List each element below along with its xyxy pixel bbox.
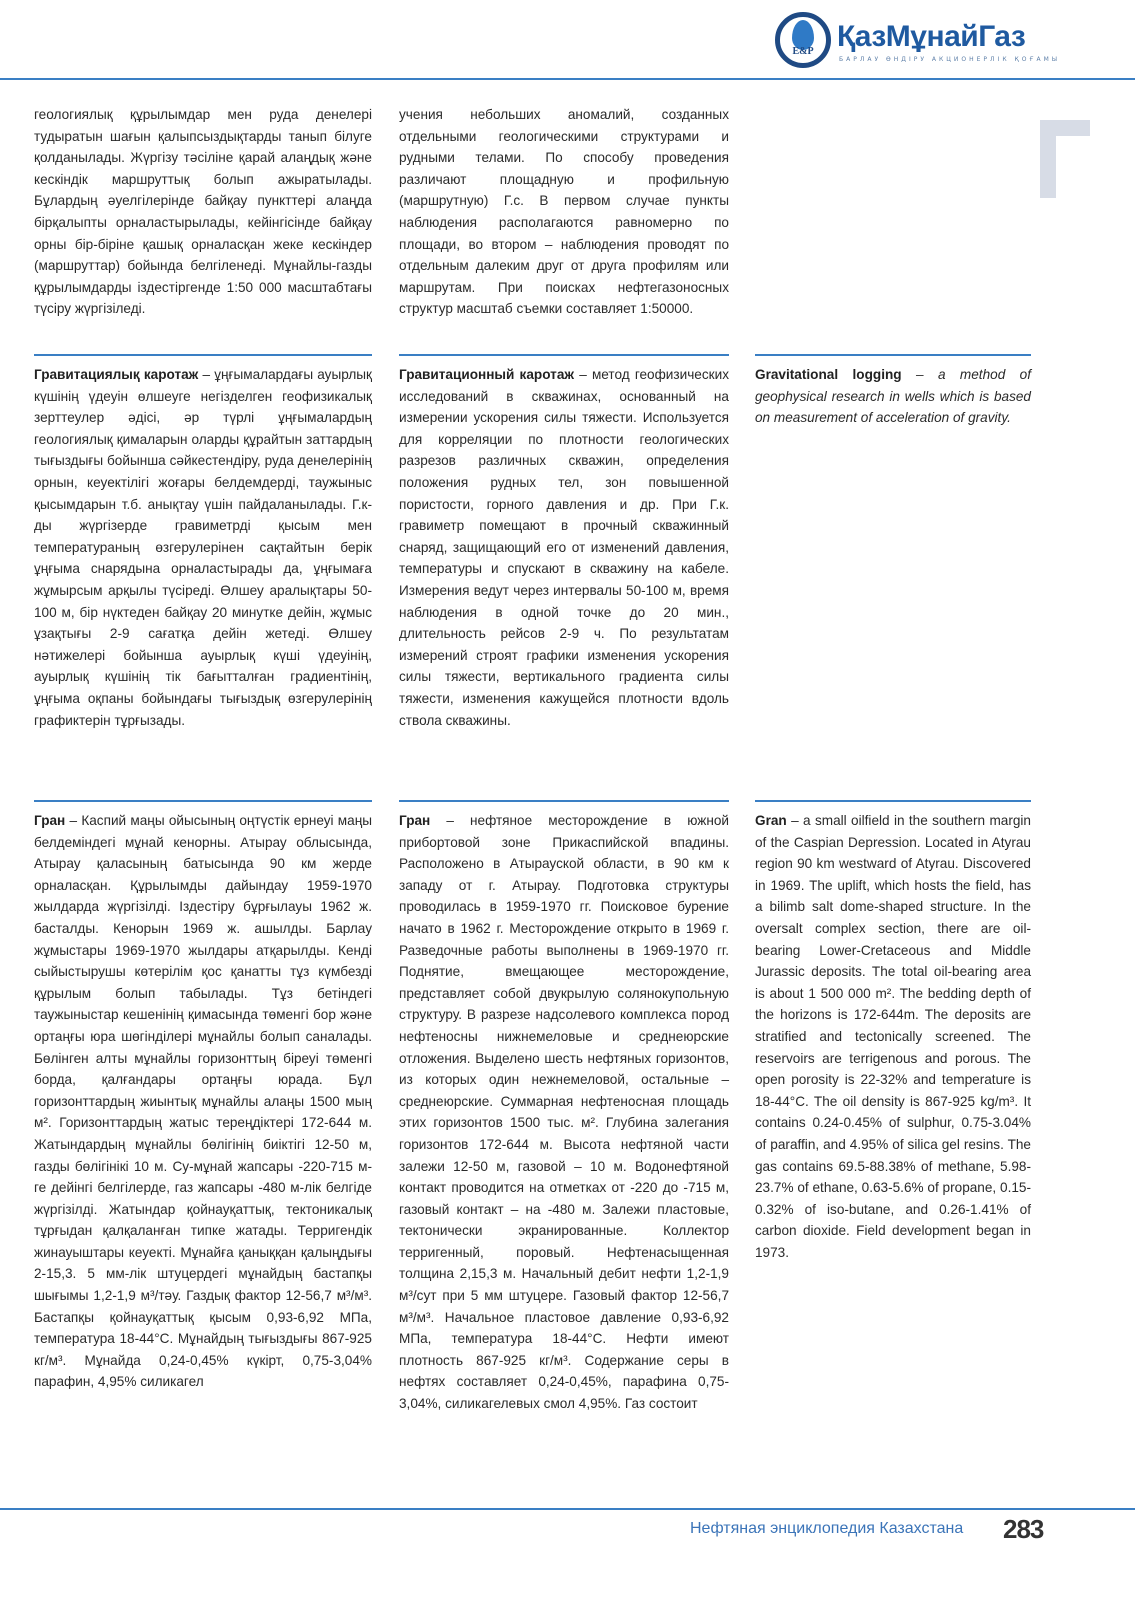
term-en: Gravitational logging xyxy=(755,367,902,382)
section-letter-mark xyxy=(1040,120,1090,198)
footer-rule xyxy=(0,1508,1135,1510)
logo-badge: E&P xyxy=(792,46,814,57)
definition-en: – a small oilfield in the southern margin of the Caspian Depression. Located in Atyrau region 90 km westward of Atyrau. Discovered in 1969. The uplift, which hosts the field, has a bilimb salt dome-shaped structure. In the oversalt complex section, there are oil-bearing Lower-Cretaceous and Middle Jurassic deposits. The total oil-bearing area is about 1 500 000 m². The bedding depth of the horizons is 172-644m. The deposits are stratified and tectonically screened. The reservoirs are terrigenous and porous. The open porosity is 22-32% and temperature is 18-44°C. The oil density is 867-925 kg/m³. It contains 0.24-0.45% of sulphur, 0.75-3.04% of paraffin, and 4.95% of silica gel resins. The gas contains 69.5-88.38% of methane, 5.98-23.7% of ethane, 0.63-5.6% of propane, 0.15-0.32% of iso-butane, and 0.26-1.41% of carbon dioxide. Field development began in 1973. xyxy=(755,813,1031,1260)
logo-name: ҚазМұнайГаз xyxy=(837,20,1026,53)
definition-kk: – ұңғымалардағы ауырлық күшінің үдеуін өлшеуге негізделген геофизикалық зерттеулер әдісі, әр түрлі ұңғымалардың геологиялық қималарын оларды құрайтын заттардың тығыздығы бойынша сәйкестендіру, руда денелерінің орнын, кеуектілігі жоғары белдемдерді, таужыныс қысымдарын т.б. анықтау үшін пайдаланылады. Г.к-ды жүргізерде гравиметрді қысым мен температураның өзгерулерінен сақтайтын берік ұңғыма снарядына орналастырады да, ұңғымаға жұмырсым арқылы түсіреді. Өлшеу аралықтары 50-100 м, бір нүктеден байқау 20 минутке дейін, жұмыс ұзақтығы 2-9 сағатқа дейін жетеді. Өлшеу нәтижелері бойынша ауырлық күші үдеуінің, ауырлық күшінің тік бағытталған градиентінің, ұңғыма оқпаны бойындағы тығыздық өзгерулерінің графиктерін тұрғызады. xyxy=(34,367,372,728)
term-ru: Гравитационный каротаж xyxy=(399,367,575,382)
separator-en-1 xyxy=(755,354,1031,356)
term-en: Gran xyxy=(755,813,787,828)
footer-title: Нефтяная энциклопедия Казахстана xyxy=(690,1520,964,1537)
entry-gran-ru xyxy=(399,810,729,1415)
entry-gravity-logging-kk xyxy=(34,364,372,731)
company-logo xyxy=(775,12,1075,72)
section-letter-bar-left xyxy=(1040,120,1056,198)
top-text-kk: геологиялық құрылымдар мен руда денелері тудыратын шағын қалыпсыздықтарды танып білуге қолданылады. Жүргізу тәсіліне қарай алаңдық және кескіндік маршруттық болып ажыратылады. Бұлардың әуелгілерінде байқау пункттері алаңда бірқалыпты орналастырылады, кейінгісінде байқау орны бір-біріне қашық орналасқан жеке кескіндер (маршруттар) бойында белгіленеді. Мұнайлы-газды құрылымдарды іздестіргенде 1:50 000 масштабтағы түсіру жүргізіледі. xyxy=(34,107,372,317)
separator-kk-2 xyxy=(34,800,372,802)
entry-gravity-logging-ru xyxy=(399,364,729,731)
separator-ru-1 xyxy=(399,354,729,356)
separator-ru-2 xyxy=(399,800,729,802)
term-ru: Гран xyxy=(399,813,431,828)
separator-en-2 xyxy=(755,800,1031,802)
entry-gravity-logging-en xyxy=(755,364,1031,429)
logo-subtitle: БАРЛАУ ӨНДІРУ АКЦИОНЕРЛІК ҚОҒАМЫ xyxy=(839,56,1061,63)
separator-kk-1 xyxy=(34,354,372,356)
definition-kk: – Каспий маңы ойысының оңтүстік ернеуі маңы белдеміндегі мұнай кенорны. Атырау облысында, Атырау қаласының батысында 90 км жерде орналасқан. Құрылымды дайындау 1959-1970 жылдарда жүргізілді. Іздестіру бұрғылауы 1962 ж. басталды. Кенорын 1969 ж. ашылды. Барлау жұмыстары 1969-1970 жылдары атқарылды. Кенді сыйыстырушы көтерілім қос қанатты тұз күмбезді құрылым болып табылады. Тұз бетіндегі таужыныстар кешенінің қимасында төменгі бор және ортаңғы юра шөгінділері мұнайлы болып саналады. Бөлінген алты мұнайлы горизонттың біреуі төменгі борда, қалғандары ортаңғы юрада. Бұл горизонттардың жиынтық мұнайлы алаңы 1500 мың м². Горизонттардың жатыс тереңдіктері 172-644 м. Жатындардың мұнайлы бөлігінің биіктігі 12-50 м, газды бөлігінікі 10 м. Су-мұнай жапсары -220-715 м-ге дейінгі белгілерде, газ жапсары -480 м-лік белгіде жүргізілді. Жатындар қойнауқаттық, тектоникалық тұрғыдан қалқаланған типке жатады. Терригендік жинауыштары кеуекті. Мұнайға қаныққан қалыңдығы 2-15,3. 5 мм-лік штуцердегі мұнайдың бастапқы шығымы 1,2-1,9 м³/тәу. Газдық фактор 12-56,7 м³/м³. Бастапқы қойнауқаттық қысым 0,93-6,92 МПа, температура 18-44°С. Мұнайдың тығыздығы 867-925 кг/м³. Мұнайда 0,24-0,45% күкірт, 0,75-3,04% парафин, 4,95% силикагел xyxy=(34,813,372,1390)
entry-gran-en xyxy=(755,810,1031,1263)
entry-gran-kk xyxy=(34,810,372,1393)
term-kk: Гран xyxy=(34,813,66,828)
definition-ru: – метод геофизических исследований в скважинах, основанный на измерении ускорения силы тяжести. Используется для корреляции по плотности геологических разрезов различных скважин, определения положения рудных тел, зон повышенной пористости, горного давления и др. При Г.к. гравиметр помещают в прочный скважинный снаряд, защищающий его от изменений давления, температуры и спускают в скважину на кабеле. Измерения ведут через интервалы 50-100 м, время наблюдения в одной точке до 20 мин., длительность рейсов 2-9 ч. По результатам измерений строят графики изменения ускорения силы тяжести, вертикального градиента силы тяжести, изменения кажущейся плотности вдоль ствола скважины. xyxy=(399,367,729,728)
definition-ru: – нефтяное месторождение в южной прибортовой зоне Прикаспийской впадины. Расположено в Атырауской области, в 90 км к западу от г. Атырау. Подготовка структуры проводилась в 1959-1970 гг. Поисковое бурение начато в 1962 г. Месторождение открыто в 1969 г. Разведочные работы выполнены в 1969-1970 гг. Поднятие, вмещающее месторождение, представляет собой двукрылую солянокупольную структуру. В разрезе надсолевого комплекса пород нефтеносны нижнемеловые и среднеюрские отложения. Выделено шесть нефтяных горизонтов, из которых один нежнемеловой, остальные – среднеюрские. Суммарная нефтеносная площадь этих горизонтов 1500 тыс. м². Глубина залегания горизонтов 172-644 м. Высота нефтяной части залежи 12-50 м, газовой – 10 м. Водонефтяной контакт проводится на отметках от -220 до -715 м, газовый контакт – на -480 м. Залежи пластовые, тектонически экранированные. Коллектор терригенный, поровый. Нефтенасыщенная толщина 2,15,3 м. Начальный дебит нефти 1,2-1,9 м³/сут при 5 мм штуцере. Газовый фактор 12-56,7 м³/м³. Начальное пластовое давление 0,93-6,92 МПа, температура 18-44°С. Нефти имеют плотность 867-925 кг/м³. Содержание серы в нефтях составляет 0,24-0,45%, парафина 0,75-3,04%, силикагелевых смол 4,95%. Газ состоит xyxy=(399,813,729,1412)
term-kk: Гравитациялық каротаж xyxy=(34,367,199,382)
header-rule xyxy=(0,78,1135,80)
top-text-ru: учения небольших аномалий, созданных отдельными геологическими структурами и рудными телами. По способу проведения различают площадную и профильную (маршрутную) Г.с. В первом случае пункты наблюдения располагаются равномерно по площади, во втором – наблюдения проводят по отдельным далеким друг от друга профилям или маршрутам. При поисках нефтегазоносных структур масштаб съемки составляет 1:50000. xyxy=(399,107,729,317)
page-number: 283 xyxy=(1003,1514,1044,1544)
definition-en: – a method of geophysical research in wells which is based on measurement of acceleration of gravity. xyxy=(755,367,1031,426)
